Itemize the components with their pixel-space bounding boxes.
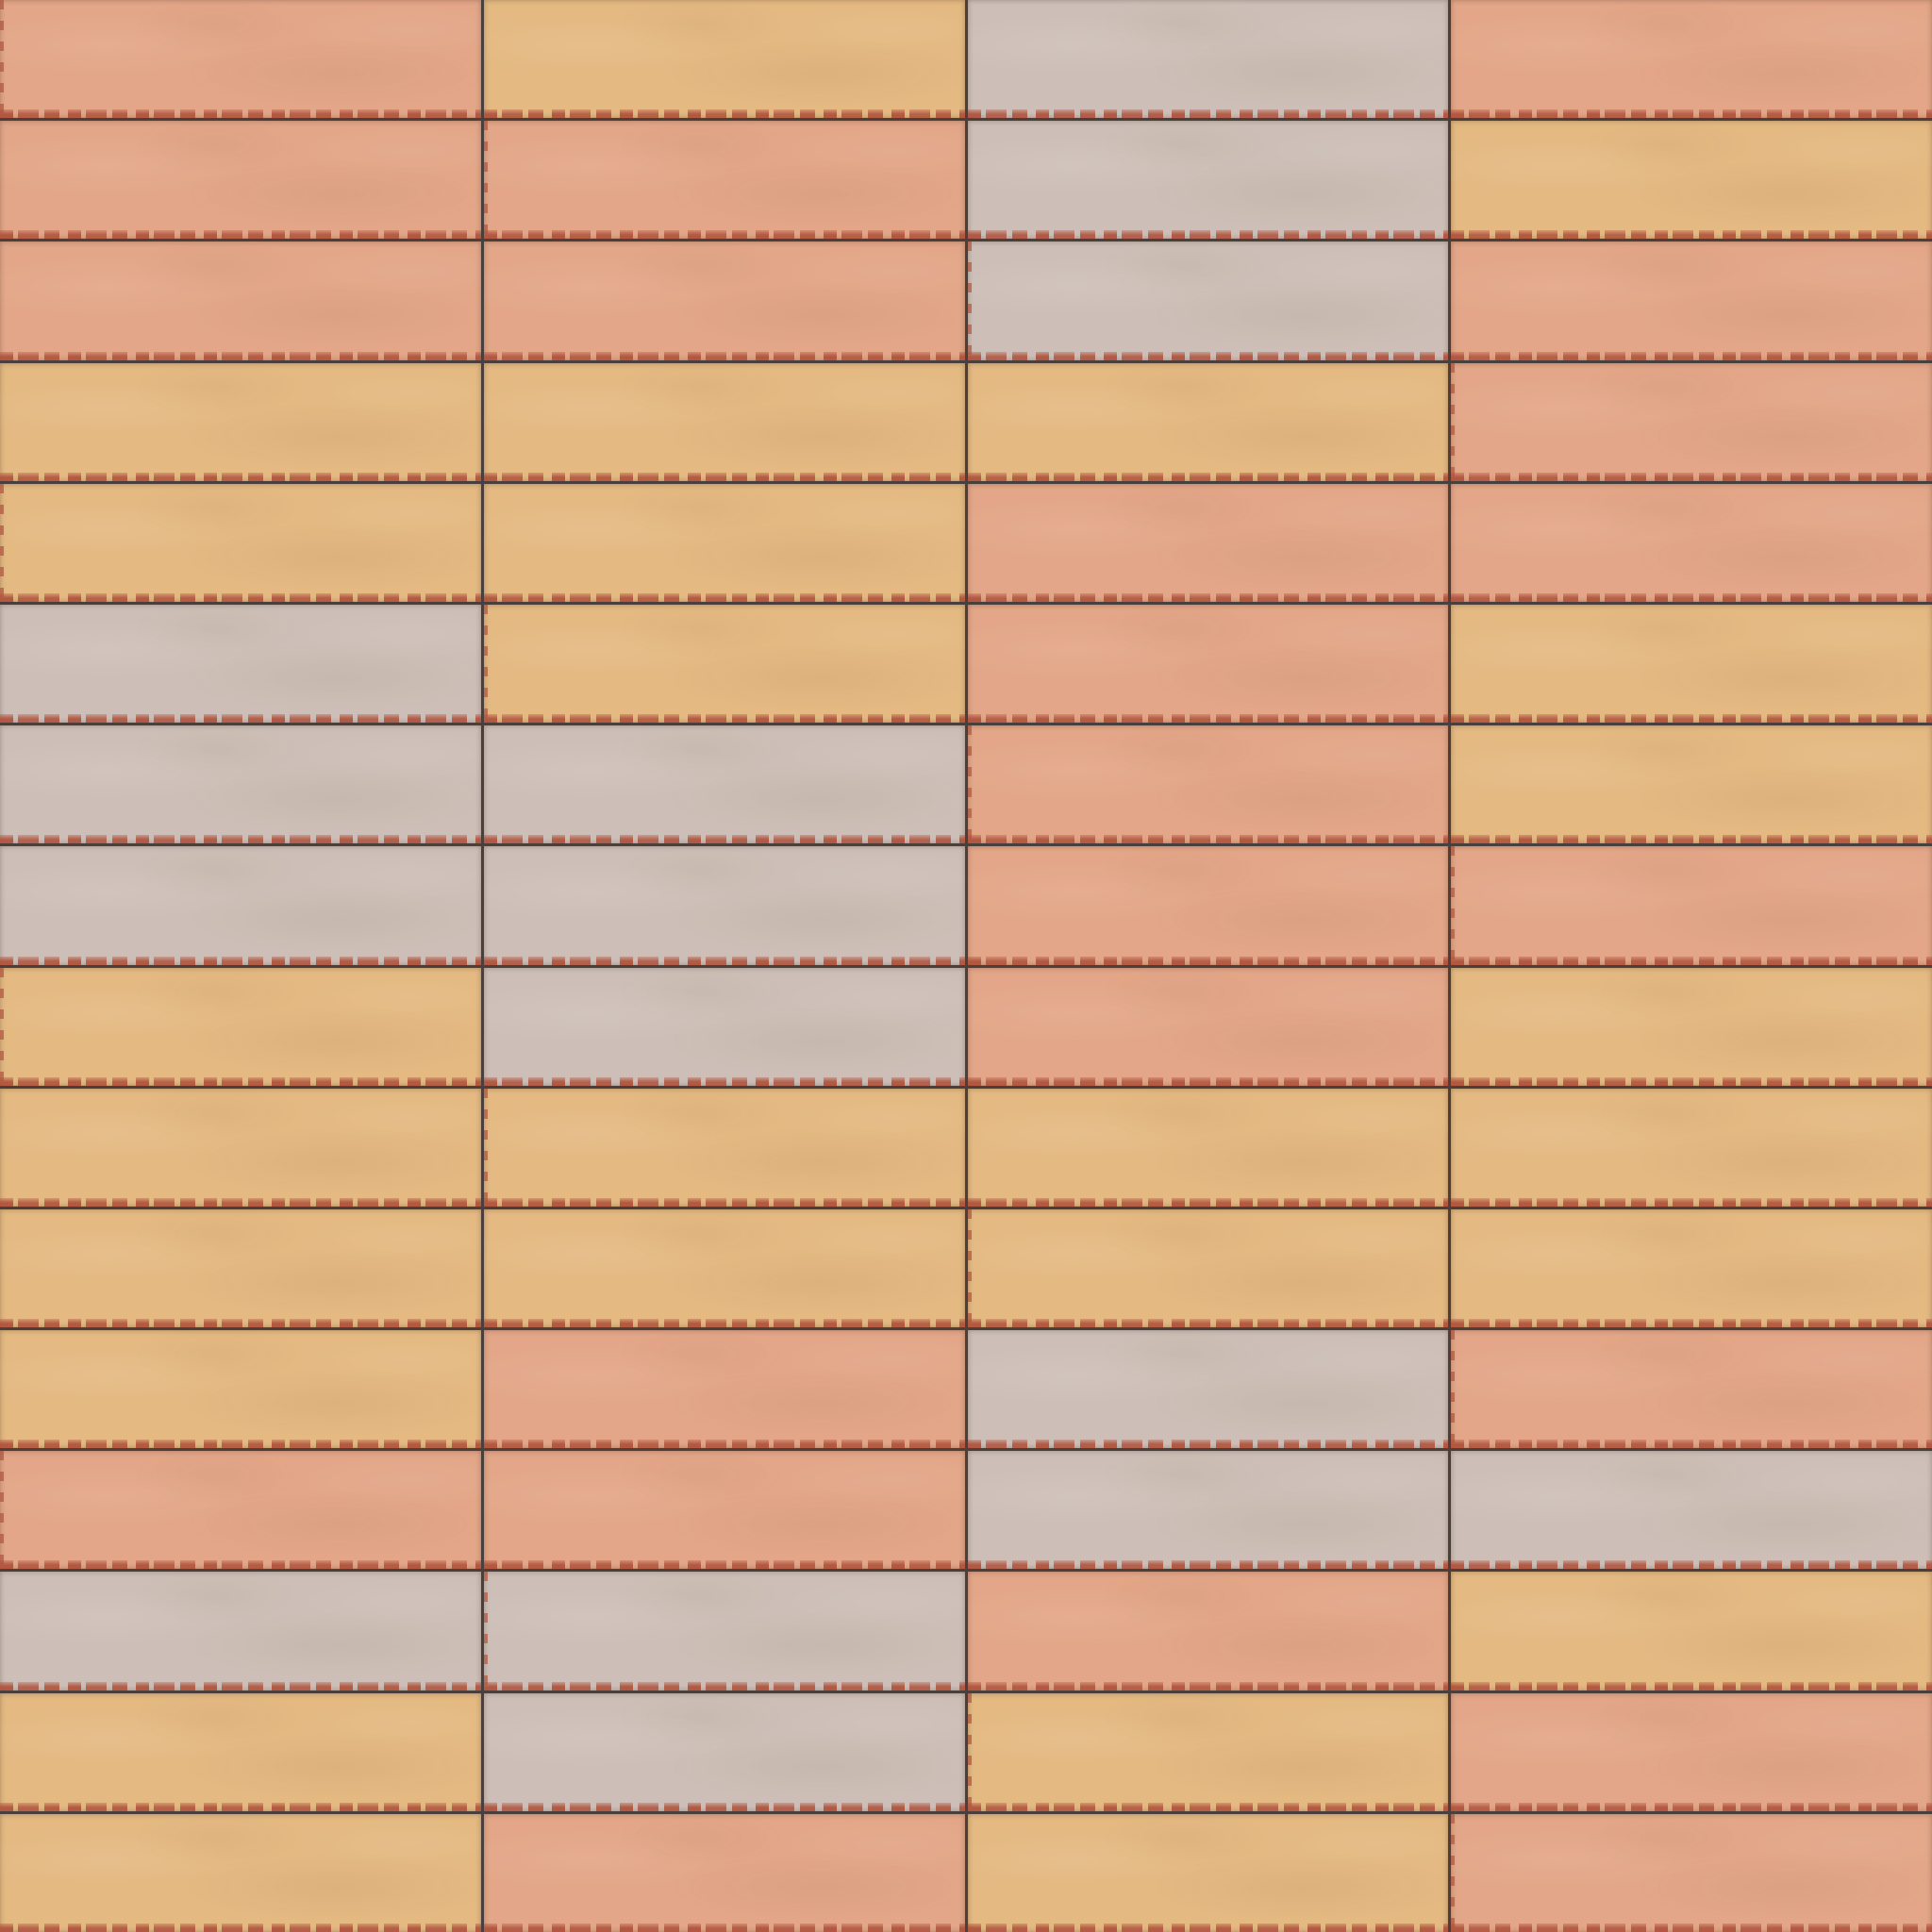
tile-salmon	[1451, 363, 1932, 481]
tile-gray	[484, 725, 965, 843]
tile-salmon	[484, 1451, 965, 1569]
tile-chipped-edge	[968, 1693, 972, 1811]
tile-yellow	[484, 1209, 965, 1327]
tile-chipped-edge	[0, 968, 4, 1086]
tile-yellow	[0, 1330, 481, 1448]
tile-salmon	[0, 1451, 481, 1569]
tile-salmon	[968, 484, 1449, 602]
tile-chipped-edge	[1451, 846, 1455, 964]
tile-yellow	[1451, 1209, 1932, 1327]
tile-gray	[1451, 1451, 1932, 1569]
tile-salmon	[1451, 1330, 1932, 1448]
tile-yellow	[1451, 1572, 1932, 1690]
tile-salmon	[484, 1814, 965, 1932]
tile-salmon	[1451, 484, 1932, 602]
tile-chipped-edge	[484, 1572, 488, 1690]
tile-salmon	[968, 1572, 1449, 1690]
tile-chipped-edge	[0, 1451, 4, 1569]
tile-yellow	[484, 605, 965, 723]
tile-yellow	[484, 484, 965, 602]
tile-gray	[968, 121, 1449, 239]
tile-gray	[484, 1572, 965, 1690]
tile-yellow	[0, 363, 481, 481]
tile-salmon	[1451, 0, 1932, 118]
tile-yellow	[968, 1209, 1449, 1327]
tile-gray	[484, 1693, 965, 1811]
tile-chipped-edge	[0, 484, 4, 602]
tile-yellow	[0, 1693, 481, 1811]
tile-chipped-edge	[1451, 1814, 1455, 1932]
tile-chipped-edge	[484, 605, 488, 723]
tile-salmon	[1451, 1814, 1932, 1932]
tile-gray	[968, 242, 1449, 359]
tile-yellow	[968, 1693, 1449, 1811]
tile-salmon	[0, 121, 481, 239]
tile-yellow	[968, 1089, 1449, 1207]
tile-salmon	[1451, 1693, 1932, 1811]
tile-salmon	[968, 846, 1449, 964]
tile-gray	[0, 725, 481, 843]
tile-salmon	[484, 1330, 965, 1448]
tile-salmon	[484, 242, 965, 359]
tile-salmon	[484, 121, 965, 239]
tile-chipped-edge	[484, 121, 488, 239]
tile-yellow	[484, 363, 965, 481]
tile-gray	[0, 1572, 481, 1690]
tile-yellow	[0, 1089, 481, 1207]
tile-gray	[968, 1330, 1449, 1448]
tile-yellow	[968, 1814, 1449, 1932]
tile-gray	[484, 968, 965, 1086]
tile-salmon	[968, 725, 1449, 843]
tile-yellow	[1451, 121, 1932, 239]
tile-gray	[0, 846, 481, 964]
tile-yellow	[0, 1209, 481, 1327]
tile-yellow	[1451, 725, 1932, 843]
tile-salmon	[968, 605, 1449, 723]
tile-gray	[0, 605, 481, 723]
tile-yellow	[484, 0, 965, 118]
tile-chipped-edge	[968, 1209, 972, 1327]
tile-yellow	[0, 484, 481, 602]
tile-salmon	[1451, 242, 1932, 359]
tile-chipped-edge	[968, 242, 972, 359]
tile-gray	[968, 1451, 1449, 1569]
tile-chipped-edge	[1451, 363, 1455, 481]
tile-gray	[484, 846, 965, 964]
tile-salmon	[968, 968, 1449, 1086]
tile-yellow	[0, 968, 481, 1086]
tile-yellow	[1451, 1089, 1932, 1207]
tile-yellow	[968, 363, 1449, 481]
tile-chipped-edge	[968, 725, 972, 843]
tile-chipped-edge	[484, 1089, 488, 1207]
tile-salmon	[0, 0, 481, 118]
tile-chipped-edge	[1451, 1330, 1455, 1448]
tile-yellow	[0, 1814, 481, 1932]
tile-gray	[968, 0, 1449, 118]
tile-salmon	[0, 242, 481, 359]
tile-chipped-edge	[0, 0, 4, 118]
tile-yellow	[484, 1089, 965, 1207]
tile-yellow	[1451, 968, 1932, 1086]
tile-salmon	[1451, 846, 1932, 964]
tile-yellow	[1451, 605, 1932, 723]
